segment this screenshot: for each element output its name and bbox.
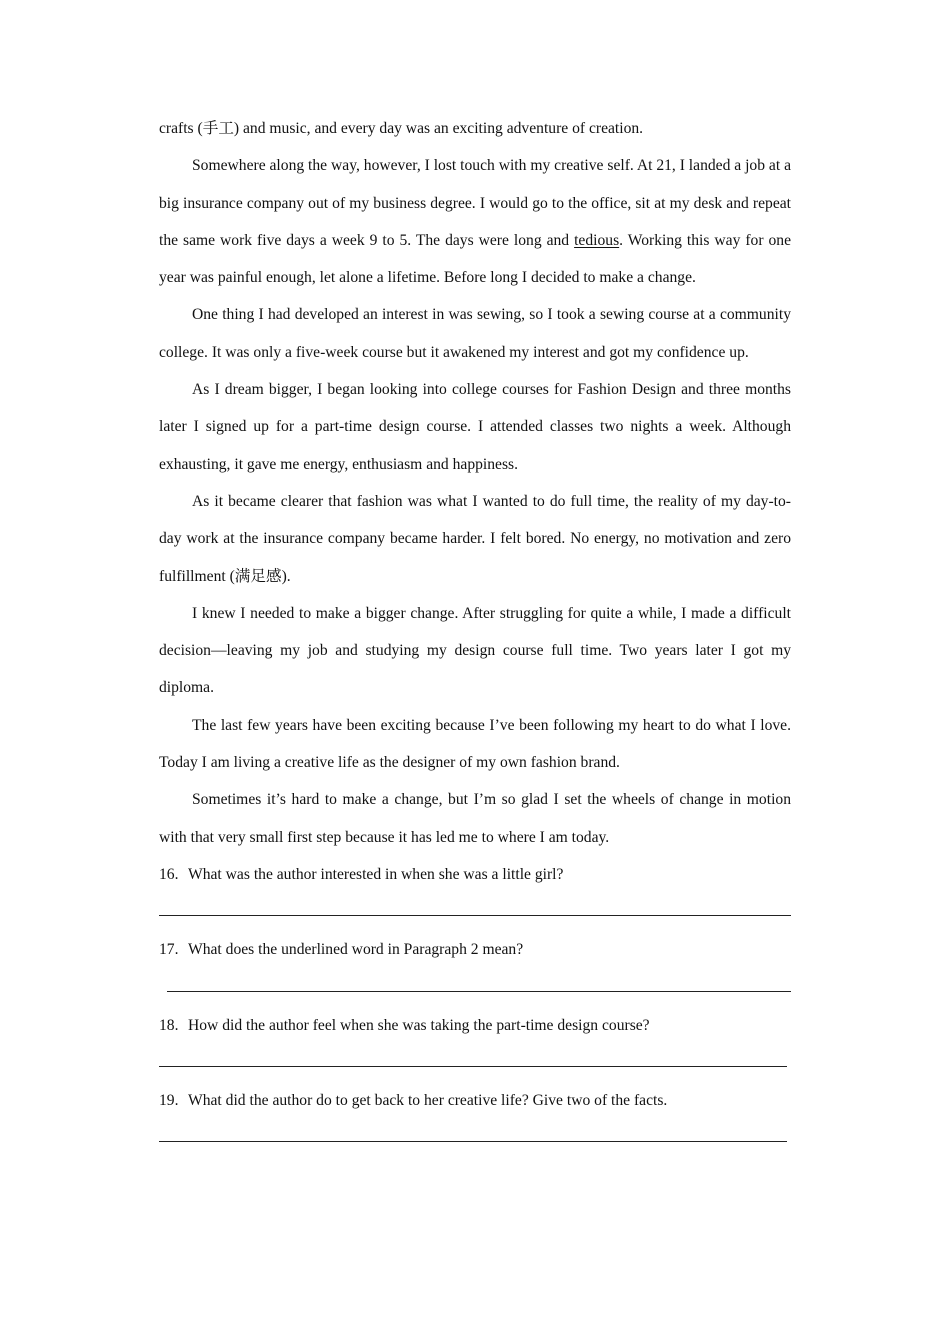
answer-line-18[interactable] [159,1066,787,1067]
answer-line-19[interactable] [159,1141,787,1142]
question-18 [159,1007,791,1044]
question-text: What was the author interested in when she was a little girl? [188,865,564,883]
question-text: What does the underlined word in Paragraph 2 mean? [188,941,524,959]
paragraph-6: I knew I needed to make a bigger change. After struggling for quite a while, I made a difficult decision—leaving my job and studying my design course full time. Two years later I got my diploma. [159,604,791,697]
paragraph-3: One thing I had developed an interest in was sewing, so I took a sewing course at a community college. It was only a five-week course but it awakened my interest and got my confidence up. [159,306,791,361]
question-text: How did the author feel when she was taking the part-time design course? [188,1016,650,1034]
question-17 [159,931,791,968]
paragraph-5: As it became clearer that fashion was what I wanted to do full time, the reality of my day-to-day work at the insurance company became harder. I felt bored. No energy, no motivation and zero fulfillment (满足感). [159,492,791,585]
answer-line-16[interactable] [159,915,791,916]
paragraph-2 [159,147,791,296]
paragraph-8: Sometimes it’s hard to make a change, but I’m so glad I set the wheels of change in motion with that very small first step because it has led me to where I am today. [159,791,791,846]
question-number: 16. [159,865,179,883]
paragraph-2-text-after: . Working this way for one year was painful enough, let alone a lifetime. Before long I decided to make a change. [159,231,792,287]
question-number: 19. [159,1091,179,1109]
question-19 [159,1082,791,1119]
underlined-word: tedious [574,231,620,249]
question-16 [159,856,791,893]
reading-passage [159,110,791,1157]
paragraph-4: As I dream bigger, I began looking into college courses for Fashion Design and three months later I signed up for a part-time design course. I attended classes two nights a week. Although exhausting, it gave me energy, enthusiasm and happiness. [159,381,791,473]
paragraph-7: The last few years have been exciting because I’ve been following my heart to do what I love. Today I am living a creative life as the designer of my own fashion brand. [159,716,791,772]
paragraph-continued: crafts (手工) and music, and every day was an exciting adventure of creation. [159,120,644,137]
paragraph-2-text-before: Somewhere along the way, however, I lost touch with my creative self. At 21, I landed a job at a big insurance company out of my business degree. I would go to the office, sit at my desk and repeat the same work five days a week 9 to 5. The days were long and [159,157,791,249]
question-number: 18. [159,1016,179,1034]
question-number: 17. [159,941,179,959]
answer-line-17[interactable] [167,991,791,992]
question-text: What did the author do to get back to her creative life? Give two of the facts. [188,1091,668,1109]
